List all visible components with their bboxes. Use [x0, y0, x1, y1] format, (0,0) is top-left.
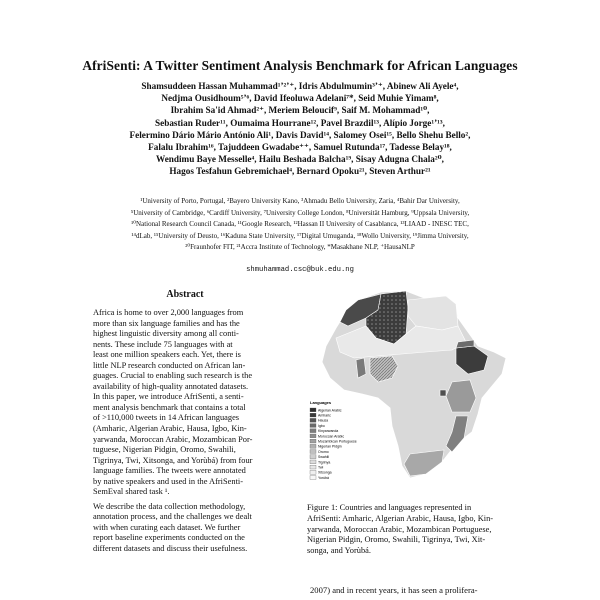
legend-swatch: [310, 434, 316, 438]
legend-label: Yorùbá: [318, 475, 329, 480]
legend-title: Languages: [310, 400, 332, 405]
figure-caption: [307, 503, 512, 557]
affiliation-list: [40, 196, 560, 254]
rwanda-region: [440, 390, 446, 396]
abstract-line: highest linguistic diversity among all conti-: [93, 329, 239, 339]
legend-swatch: [310, 408, 316, 412]
abstract-line: different datasets and discuss their usefulness.: [93, 544, 248, 554]
legend-label: Swahili: [318, 455, 330, 460]
author-list: [60, 80, 540, 178]
affiliation-line: ⁵University of Cambridge, ⁶Cardiff University, ⁷University College London, ⁸Universität Hamburg, ⁹Uppsala University,: [130, 208, 470, 217]
caption-line: AfriSenti: Amharic, Algerian Arabic, Hausa, Igbo, Kin-: [307, 513, 494, 523]
caption-line: yarwanda, Moroccan Arabic, Mozambican Portuguese,: [307, 524, 492, 534]
legend-swatch: [310, 460, 316, 464]
abstract-line: least one million speakers each. Yet, there is: [93, 350, 241, 360]
abstract-line: tuguese, Nigerian Pidgin, Oromo, Swahili,: [93, 445, 236, 455]
africa-language-map: [306, 286, 516, 491]
kenya-tanzania-region: [446, 380, 476, 412]
legend-swatch: [310, 476, 316, 480]
author-line: Nedjma Ousidhoum⁵ʼ⁶, David Ifeoluwa Adelani⁷*, Seid Muhie Yimam⁸,: [161, 93, 439, 104]
abstract-line: nents. These include 75 languages with at: [93, 339, 233, 349]
author-line: Sebastian Ruder¹¹, Oumaima Hourrane¹², Pavel Brazdil¹³, Alípio Jorge¹ʼ¹³,: [155, 117, 445, 128]
caption-line: songa, and Yorùbá.: [307, 546, 371, 556]
abstract-body: [93, 308, 281, 555]
legend-label: Algerian Arabic: [318, 408, 342, 413]
abstract-line: more than six language families and has the: [93, 318, 240, 328]
legend-swatch: [310, 455, 316, 459]
author-line: Shamsuddeen Hassan Muhammad¹ʼ²ʼ⁺, Idris Abdulmumin³ʼ⁺, Abinew Ali Ayele⁴,: [141, 81, 459, 91]
legend-swatch: [310, 424, 316, 428]
affiliation-line: ¹University of Porto, Portugal, ²Bayero University Kano, ³Ahmadu Bello University, Zaria, ⁴Bahir Dar University,: [140, 197, 460, 205]
legend-label: Amharic: [318, 413, 331, 418]
legend-label: Kinyarwanda: [318, 429, 339, 434]
legend-swatch: [310, 418, 316, 422]
abstract-line: little NLP research conducted on African lan-: [93, 360, 246, 370]
legend-label: Tigrinya: [318, 460, 331, 465]
contact-email[interactable]: shmuhammad.csc@buk.edu.ng: [246, 266, 354, 274]
abstract-heading: Abstract: [166, 289, 204, 300]
legend-label: Igbo: [318, 423, 325, 428]
south-africa-region: [404, 450, 444, 476]
author-line: Falalu Ibrahim¹⁶, Tajuddeen Gwadabe⁺⁺, Samuel Rutunda¹⁷, Tadesse Belay¹⁸,: [148, 142, 452, 153]
legend-label: Moroccan Arabic: [318, 434, 345, 439]
abstract-line: report baseline experiments conducted on the: [93, 533, 245, 543]
affiliation-line: ²⁰Fraunhofer FIT, ²¹Accra Institute of Technology, *Masakhane NLP, ⁺HausaNLP: [185, 243, 415, 252]
body-text-fragment: 2007) and in recent years, it has seen a prolifera-: [310, 585, 478, 595]
abstract-line: Africa is home to over 2,000 languages from: [93, 308, 244, 317]
paper-title: AfriSenti: A Twitter Sentiment Analysis Benchmark for African Languages: [82, 58, 518, 73]
abstract-line: of >110,000 tweets in 14 African languages: [93, 413, 240, 423]
author-line: Wendimu Baye Messelle⁴, Hailu Beshada Balcha¹⁹, Sisay Adugna Chala²⁰,: [156, 154, 444, 165]
map-legend: [310, 400, 357, 480]
africa-map-svg: [306, 286, 516, 491]
abstract-line: We describe the data collection methodology,: [93, 501, 246, 511]
abstract-line: by native speakers and used in the AfriSenti-: [93, 476, 244, 486]
legend-swatch: [310, 465, 316, 469]
abstract-paragraph-2: [93, 502, 281, 555]
abstract-line: availability of high-quality annotated datasets.: [93, 381, 249, 391]
abstract-line: with when curating each dataset. We further: [93, 522, 241, 532]
abstract-line: (Amharic, Algerian Arabic, Hausa, Igbo, Kin-: [93, 424, 247, 434]
affiliation-line: ¹⁴dLab, ¹⁵University of Deusto, ¹⁶Kaduna State University, ¹⁷Digital Umuganda, ¹⁸Wollo University, ¹⁹Jimma University,: [131, 231, 469, 240]
legend-label: Mozambican Portuguese: [318, 439, 357, 444]
abstract-line: ment analysis benchmark that contains a total: [93, 402, 246, 412]
ghana-region: [356, 358, 366, 378]
author-line: Felermino Dário Mário António Ali¹, Davis David¹⁴, Salomey Osei¹⁵, Bello Shehu Bello²,: [129, 129, 471, 140]
abstract-line: annotation process, and the challenges we dealt: [93, 512, 252, 522]
abstract-line: In this paper, we introduce AfriSenti, a senti-: [93, 392, 244, 402]
abstract-line: guages. Crucial to enabling such research is the: [93, 371, 253, 381]
legend-label: Nigerian Pidgin: [318, 444, 342, 449]
legend-swatch: [310, 444, 316, 448]
affiliation-line: ¹⁰National Research Council Canada, ¹¹Google Research, ¹²Hassan II University of Casablanca, ¹³LIAAD - INESC TEC,: [131, 220, 469, 229]
legend-label: Twi: [318, 465, 324, 470]
caption-line: Figure 1: Countries and languages represented in: [307, 503, 472, 512]
legend-swatch: [310, 470, 316, 474]
legend-label: Hausa: [318, 418, 329, 423]
abstract-line: language families. The tweets were annotated: [93, 466, 246, 476]
legend-swatch: [310, 413, 316, 417]
legend-label: Oromo: [318, 449, 329, 454]
legend-swatch: [310, 429, 316, 433]
abstract-line: SemEval shared task ¹.: [93, 487, 170, 497]
author-line: Ibrahim Sa'id Ahmad²⁺, Meriem Beloucif⁹, Saif M. Mohammad¹⁰,: [170, 105, 430, 116]
legend-swatch: [310, 450, 316, 454]
caption-line: Nigerian Pidgin, Oromo, Swahili, Tigrinya, Twi, Xit-: [307, 535, 486, 545]
author-line: Hagos Tesfahun Gebremichael⁴, Bernard Opoku²¹, Steven Arthur²¹: [169, 166, 431, 177]
legend-label: Xitsonga: [318, 470, 332, 475]
legend-swatch: [310, 439, 316, 443]
abstract-line: Tigrinya, Twi, Xitsonga, and Yorùbá) from four: [93, 455, 253, 465]
abstract-line: yarwanda, Moroccan Arabic, Mozambican Por-: [93, 434, 253, 444]
